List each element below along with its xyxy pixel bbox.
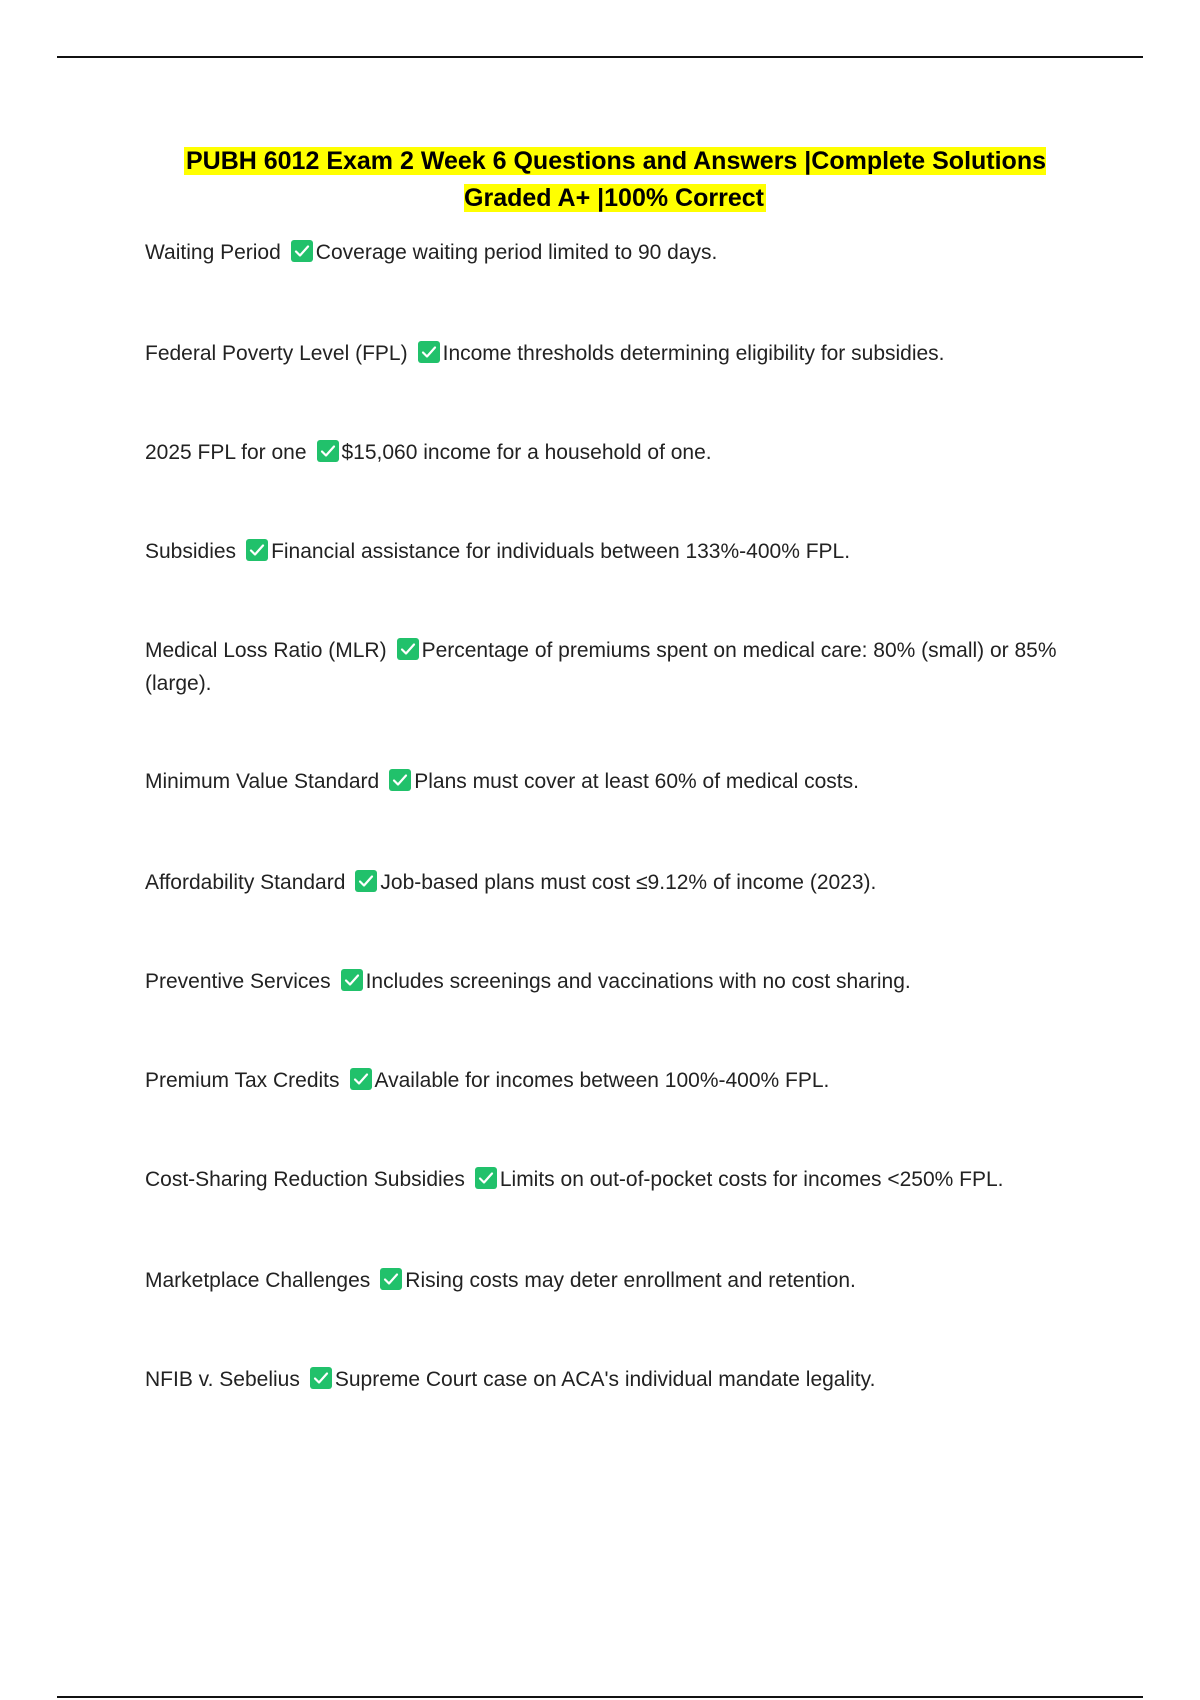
term: Waiting Period	[145, 241, 281, 264]
qa-item	[145, 965, 1060, 998]
qa-item	[145, 436, 1060, 469]
term: 2025 FPL for one	[145, 441, 307, 464]
check-mark-icon	[310, 1367, 332, 1389]
qa-item	[145, 1264, 1060, 1297]
qa-item	[145, 1363, 1060, 1396]
answer: Includes screenings and vaccinations with no cost sharing.	[365, 970, 911, 993]
qa-item	[145, 236, 1060, 269]
check-mark-icon	[317, 440, 339, 462]
qa-item	[145, 337, 1060, 370]
term: Medical Loss Ratio (MLR)	[145, 639, 387, 662]
answer: Available for incomes between 100%-400% FPL.	[374, 1069, 830, 1092]
answer: Income thresholds determining eligibility for subsidies.	[442, 342, 945, 365]
document-title	[140, 143, 1090, 217]
qa-item	[145, 765, 1060, 798]
check-mark-icon	[397, 638, 419, 660]
title-highlight: PUBH 6012 Exam 2 Week 6 Questions and Answers |Complete Solutions Graded A+ |100% Correct	[185, 147, 1047, 212]
bottom-rule	[57, 1696, 1143, 1698]
top-rule	[57, 56, 1143, 58]
term: Federal Poverty Level (FPL)	[145, 342, 408, 365]
check-mark-icon	[355, 870, 377, 892]
term: Affordability Standard	[145, 871, 346, 894]
answer: Supreme Court case on ACA's individual mandate legality.	[334, 1368, 876, 1391]
qa-item	[145, 866, 1060, 899]
answer: Percentage of premiums spent on medical care: 80% (small) or 85% (large).	[145, 639, 1057, 695]
check-mark-icon	[418, 341, 440, 363]
check-mark-icon	[341, 969, 363, 991]
answer: Financial assistance for individuals between 133%-400% FPL.	[271, 540, 851, 563]
check-mark-icon	[380, 1268, 402, 1290]
answer: Limits on out-of-pocket costs for incomes <250% FPL.	[499, 1168, 1004, 1191]
qa-item	[145, 1163, 1060, 1196]
check-mark-icon	[291, 240, 313, 262]
term: Marketplace Challenges	[145, 1269, 371, 1292]
check-mark-icon	[350, 1068, 372, 1090]
check-mark-icon	[475, 1167, 497, 1189]
answer: Coverage waiting period limited to 90 days.	[315, 241, 718, 264]
term: Preventive Services	[145, 970, 331, 993]
qa-item	[145, 634, 1060, 700]
answer: $15,060 income for a household of one.	[341, 441, 712, 464]
term: Minimum Value Standard	[145, 770, 380, 793]
qa-item	[145, 1064, 1060, 1097]
term: Subsidies	[145, 540, 237, 563]
check-mark-icon	[246, 539, 268, 561]
check-mark-icon	[389, 769, 411, 791]
term: NFIB v. Sebelius	[145, 1368, 300, 1391]
term: Cost-Sharing Reduction Subsidies	[145, 1168, 465, 1191]
qa-item	[145, 535, 1060, 568]
answer: Rising costs may deter enrollment and retention.	[405, 1269, 856, 1292]
answer: Job-based plans must cost ≤9.12% of income (2023).	[380, 871, 877, 894]
term: Premium Tax Credits	[145, 1069, 340, 1092]
answer: Plans must cover at least 60% of medical costs.	[414, 770, 859, 793]
